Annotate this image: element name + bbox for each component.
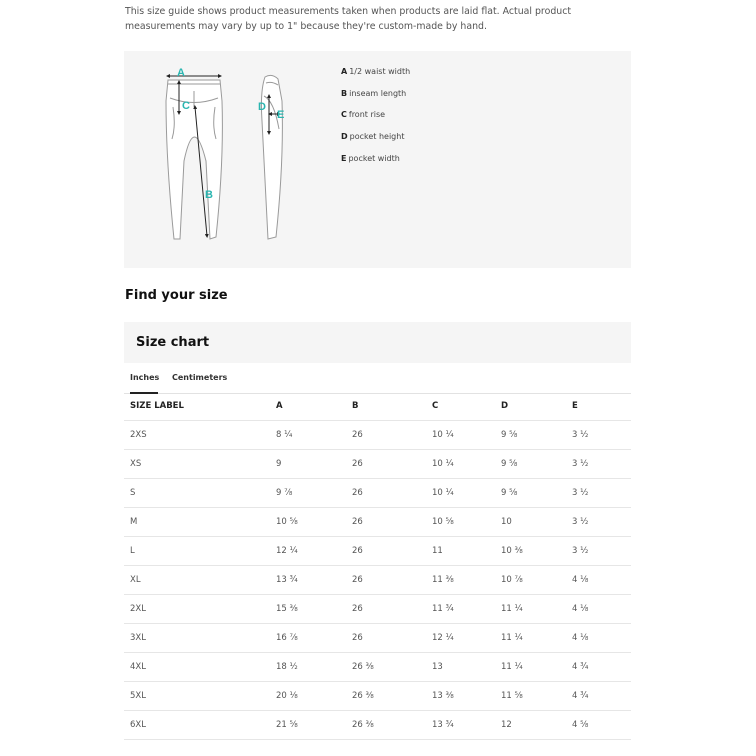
- leggings-front-view: [166, 80, 222, 239]
- table-cell: 3 ½: [566, 421, 631, 450]
- table-cell: 13 ¾: [270, 566, 346, 595]
- unit-tabs: [124, 367, 631, 394]
- table-cell: 12: [495, 711, 566, 740]
- table-cell: 4 ¾: [566, 682, 631, 711]
- table-cell: 26: [346, 624, 426, 653]
- table-cell: 26: [346, 595, 426, 624]
- table-cell: 11 ¼: [495, 653, 566, 682]
- table-cell: 11 ¾: [426, 595, 495, 624]
- column-header: A: [270, 392, 346, 421]
- table-cell: 9: [270, 450, 346, 479]
- diagram-label-e: E: [277, 109, 285, 121]
- table-row: [124, 711, 631, 740]
- table-cell: 11 ¼: [495, 624, 566, 653]
- table-cell: 26 ⅜: [346, 682, 426, 711]
- table-cell: 4 ⅛: [566, 566, 631, 595]
- table-cell: 21 ⅝: [270, 711, 346, 740]
- table-cell: 11: [426, 537, 495, 566]
- table-cell: 10: [495, 508, 566, 537]
- table-cell: 9 ⅝: [495, 479, 566, 508]
- table-cell: 26: [346, 450, 426, 479]
- tab-inches[interactable]: Inches: [130, 372, 158, 394]
- table-cell: 26 ⅜: [346, 711, 426, 740]
- table-cell: 3 ½: [566, 537, 631, 566]
- table-cell: 4 ⅝: [566, 711, 631, 740]
- table-cell: 9 ⅞: [270, 479, 346, 508]
- table-cell: 26: [346, 566, 426, 595]
- table-cell: 20 ⅛: [270, 682, 346, 711]
- column-header: SIZE LABEL: [124, 392, 270, 421]
- table-header-row: [124, 392, 631, 421]
- table-cell: XS: [124, 450, 270, 479]
- table-row: [124, 682, 631, 711]
- table-cell: 18 ½: [270, 653, 346, 682]
- table-cell: 26: [346, 537, 426, 566]
- legend-item-c: C front rise: [341, 110, 386, 120]
- diagram-label-a: A: [177, 67, 185, 79]
- diagram-label-b: B: [205, 189, 213, 201]
- column-header: C: [426, 392, 495, 421]
- table-cell: 3XL: [124, 624, 270, 653]
- table-cell: 26: [346, 421, 426, 450]
- tab-centimeters[interactable]: Centimeters: [172, 373, 228, 382]
- table-cell: S: [124, 479, 270, 508]
- intro-text: This size guide shows product measurements taken when products are laid flat. Actual product measurements may vary by up to 1" because they're custom-made by hand.: [125, 6, 572, 32]
- table-cell: XL: [124, 566, 270, 595]
- legend-item-a: A 1/2 waist width: [341, 67, 411, 76]
- table-cell: 6XL: [124, 711, 270, 740]
- table-cell: 16 ⅞: [270, 624, 346, 653]
- table-row: [124, 508, 631, 537]
- table-cell: 15 ⅜: [270, 595, 346, 624]
- table-cell: 11 ⅝: [495, 682, 566, 711]
- table-cell: 10 ⅝: [426, 508, 495, 537]
- column-header: E: [566, 392, 631, 421]
- table-cell: 26: [346, 479, 426, 508]
- table-cell: 10 ¼: [426, 479, 495, 508]
- table-cell: 4XL: [124, 653, 270, 682]
- table-row: [124, 421, 631, 450]
- diagram-label-d: D: [258, 101, 266, 113]
- size-table: [124, 392, 631, 740]
- table-cell: 5XL: [124, 682, 270, 711]
- find-your-size-heading: Find your size: [125, 288, 228, 303]
- table-cell: 4 ⅛: [566, 624, 631, 653]
- table-cell: 12 ¼: [426, 624, 495, 653]
- table-cell: 10 ⅜: [495, 537, 566, 566]
- table-row: [124, 537, 631, 566]
- table-row: [124, 450, 631, 479]
- table-row: [124, 595, 631, 624]
- legend-item-d: D pocket height: [341, 132, 405, 142]
- table-cell: 4 ¾: [566, 653, 631, 682]
- measurement-diagram-panel: [124, 51, 631, 268]
- size-chart-title: Size chart: [136, 335, 210, 350]
- table-cell: M: [124, 508, 270, 537]
- table-cell: 11 ¼: [495, 595, 566, 624]
- table-row: [124, 566, 631, 595]
- table-cell: L: [124, 537, 270, 566]
- table-row: [124, 624, 631, 653]
- table-row: [124, 479, 631, 508]
- table-cell: 3 ½: [566, 450, 631, 479]
- table-cell: 12 ¼: [270, 537, 346, 566]
- column-header: D: [495, 392, 566, 421]
- table-cell: 13: [426, 653, 495, 682]
- table-cell: 10 ⅞: [495, 566, 566, 595]
- table-cell: 10 ¼: [426, 421, 495, 450]
- legend-item-e: E pocket width: [341, 153, 400, 163]
- column-header: B: [346, 392, 426, 421]
- table-row: [124, 653, 631, 682]
- table-cell: 2XL: [124, 595, 270, 624]
- table-cell: 8 ¼: [270, 421, 346, 450]
- table-cell: 11 ⅜: [426, 566, 495, 595]
- table-cell: 26: [346, 508, 426, 537]
- table-cell: 26 ⅜: [346, 653, 426, 682]
- table-cell: 3 ½: [566, 479, 631, 508]
- table-cell: 9 ⅝: [495, 450, 566, 479]
- leggings-side-view: [261, 75, 285, 239]
- size-chart-header: [124, 322, 631, 363]
- measurement-legend: [341, 66, 410, 174]
- table-cell: 2XS: [124, 421, 270, 450]
- legend-item-b: B inseam length: [341, 88, 407, 98]
- table-cell: 9 ⅝: [495, 421, 566, 450]
- table-cell: 3 ½: [566, 508, 631, 537]
- table-cell: 4 ⅛: [566, 595, 631, 624]
- table-cell: 10 ⅝: [270, 508, 346, 537]
- table-cell: 13 ⅜: [426, 682, 495, 711]
- table-cell: 10 ¼: [426, 450, 495, 479]
- diagram-label-c: C: [182, 100, 190, 112]
- table-cell: 13 ¾: [426, 711, 495, 740]
